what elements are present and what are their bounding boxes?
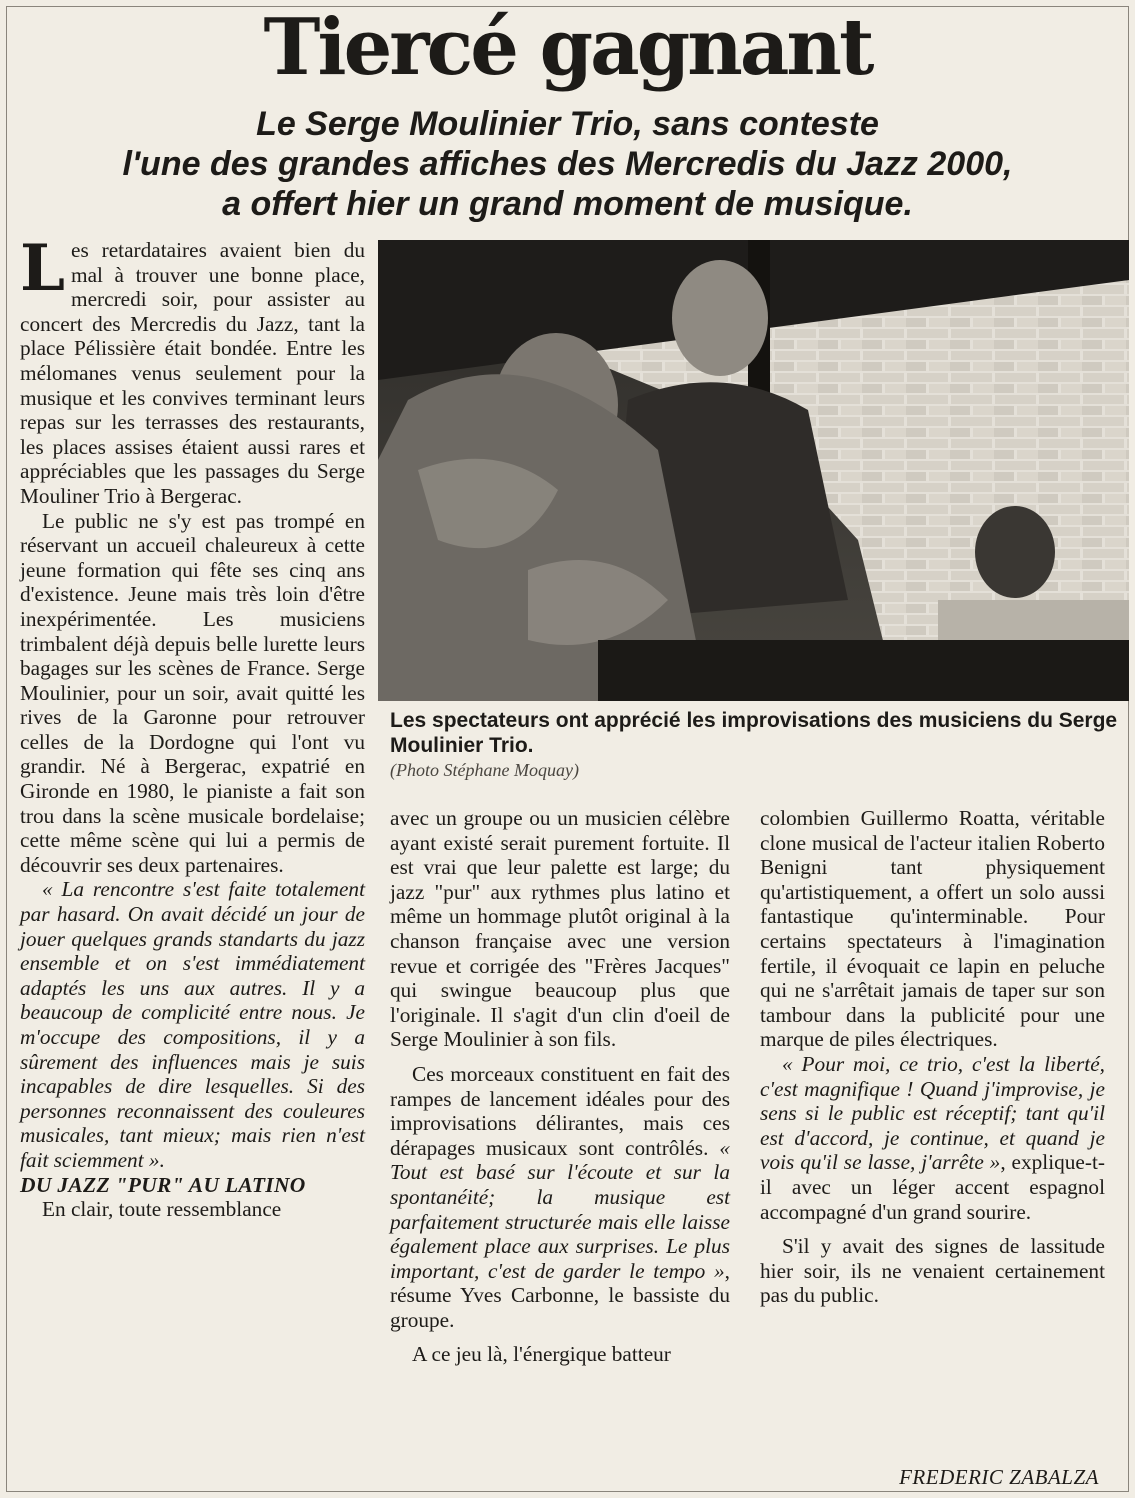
- author-byline: FREDERIC ZABALZA: [899, 1465, 1099, 1489]
- quote-text: « Tout est basé sur l'écoute et sur la spontanéité; la musique est parfaitement structurée mais elle laisse également place aux surprises. Le plus important, c'est de garder le tempo »: [390, 1135, 730, 1283]
- column-2: [390, 806, 730, 1367]
- column-3: [760, 806, 1105, 1308]
- paragraph: [760, 1052, 1105, 1224]
- paragraph: En clair, toute ressemblance: [42, 1197, 282, 1222]
- paragraph: [390, 1062, 730, 1333]
- paragraph: [20, 231, 365, 509]
- photo-credit: (Photo Stéphane Moquay): [390, 760, 579, 780]
- quote-text: « Pour moi, ce trio, c'est la liberté, c'est magnifique ! Quand j'improvise, je sens si le public est réceptif; tant qu'il est d'accord, je continue, et quand je vois qu'il se lasse, j'arrête »: [760, 1051, 1105, 1175]
- paragraph: Le public ne s'y est pas trompé en réservant un accueil chaleureux à cette jeune formation qui fête ses cinq ans d'existence. Jeune mais très loin d'être inexpérimentée. Les musiciens trimbalent déjà depuis belle lurette leurs bagages sur les scènes de France. Serge Moulinier, pour un soir, avait quitté les rives de la Garonne pour retrouver celles de la Dordogne qui l'ont vu grandir. Né à Bergerac, expatrié en Gironde en 1980, le pianiste a fait son trou dans la scène musicale bordelaise; cette même scène qui lui a permis de découvrir ses deux partenaires.: [20, 508, 365, 877]
- paragraph-text: , résume Yves Carbonne, le bassiste du groupe.: [390, 1258, 730, 1332]
- paragraph-text: es retardataires avaient bien du mal à trouver une bonne place, mercredi soir, pour assister au concert des Mercredis du Jazz, tant la place Pélissière était bondée. Entre les mélomanes venus seulement pour la musique et les convives terminant leurs repas sur les terrasses des restaurants, les places assises étaient aussi rares et appréciables que les passages du Serge Mouliner Trio à Bergerac.: [20, 238, 365, 508]
- subheadline-line: Le Serge Moulinier Trio, sans conteste: [256, 105, 879, 143]
- section-heading: DU JAZZ "PUR" AU LATINO: [20, 1172, 306, 1197]
- subheadline-line: a offert hier un grand moment de musique.: [222, 185, 913, 223]
- paragraph: colombien Guillermo Roatta, véritable clone musical de l'acteur italien Roberto Benigni tant physiquement qu'artistiquement, a offert un solo aussi fantastique qu'interminable. Pour certains spectateurs à l'imagination fertile, il évoquait ce lapin en peluche qui ne s'arrêtait jamais de taper sur son tambour dans la publicité pour une marque de piles électriques.: [760, 806, 1105, 1052]
- paragraph: A ce jeu là, l'énergique batteur: [412, 1342, 671, 1367]
- paragraph-text: Ces morceaux constituent en fait des rampes de lancement idéales pour des improvisations délirantes, mais ces dérapages musicaux sont contrôlés.: [390, 1061, 730, 1160]
- paragraph: S'il y avait des signes de lassitude hier soir, ils ne venaient certainement pas du public.: [760, 1234, 1105, 1308]
- subheadline: [30, 104, 1105, 224]
- paragraph: avec un groupe ou un musicien célèbre ayant existé serait purement fortuite. Il est vrai que leur palette est large; du jazz "pur" aux rythmes plus latino et même un hommage plutôt original à la chanson française avec une version revue et corrigée des "Frères Jacques" qui swingue beaucoup plus que l'originale. Il s'agit d'un clin d'oeil de Serge Moulinier à son fils.: [390, 806, 730, 1052]
- column-1: [20, 231, 365, 1222]
- paragraph-quote: « La rencontre s'est faite totalement par hasard. On avait décidé un jour de jouer quelques grands standarts du jazz ensemble et on s'est immédiatement adaptés les uns aux autres. Il y a beaucoup de complicité entre nous. Je m'occupe des compositions, il y a sûrement des influences mais je suis incapables de dire lesquelles. Si des personnes reconnaissent des couleures musicales, tant mieux; mais rien n'est fait sciemment ».: [20, 877, 365, 1172]
- subheadline-line: l'une des grandes affiches des Mercredis du Jazz 2000,: [122, 145, 1013, 183]
- headline: Tiercé gagnant: [263, 2, 872, 93]
- drop-cap: L: [20, 231, 65, 306]
- paragraph-text: , explique-t-il avec un léger accent espagnol accompagné d'un grand sourire.: [760, 1150, 1105, 1224]
- photo-caption: Les spectateurs ont apprécié les improvisations des musiciens du Serge Moulinier Trio.: [390, 709, 1118, 757]
- concert-photo: [378, 240, 1129, 701]
- musicians-photo-icon: [378, 240, 1129, 701]
